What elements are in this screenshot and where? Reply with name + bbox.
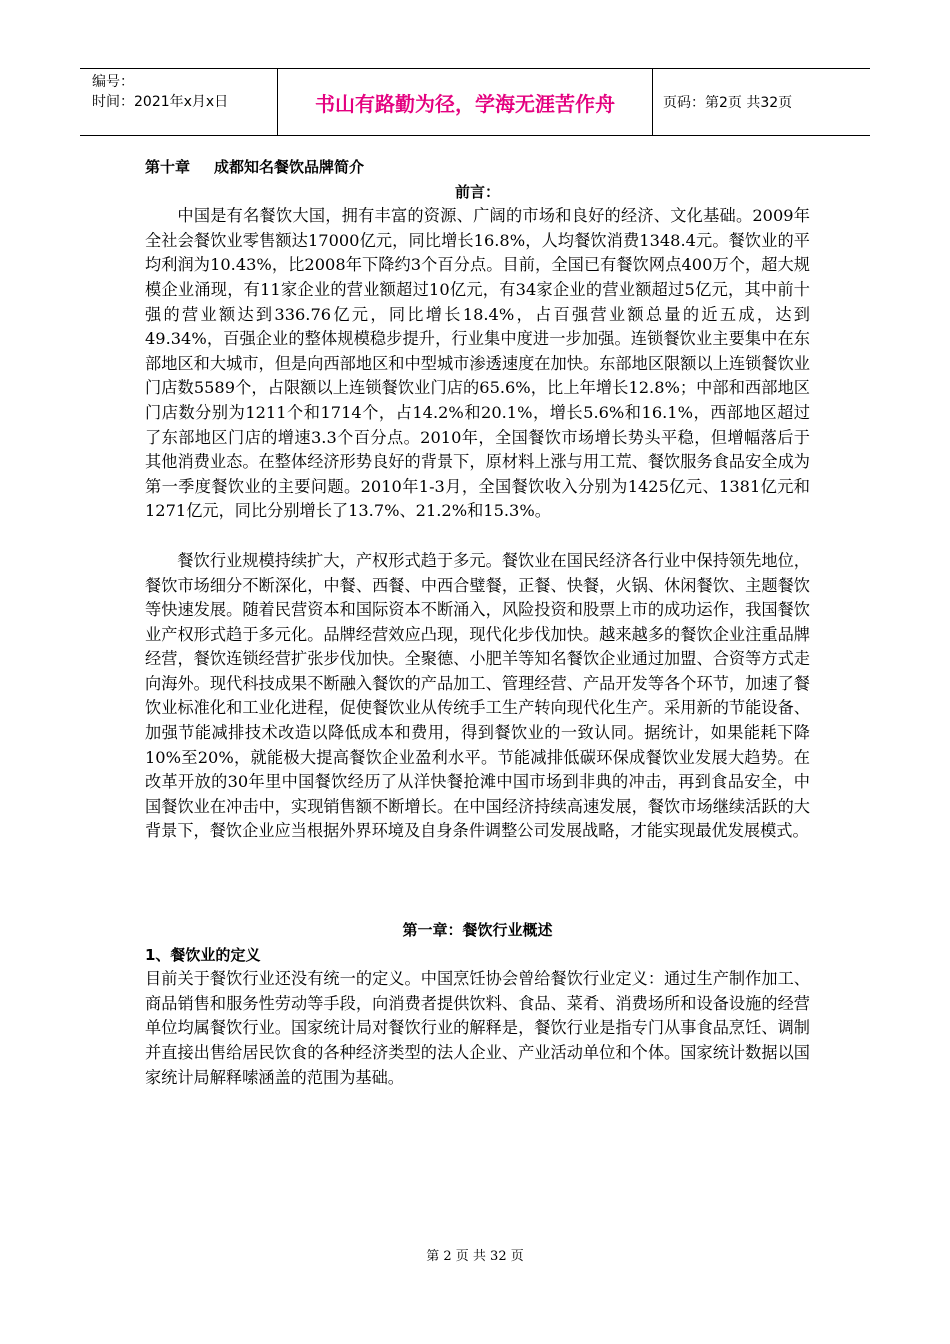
section-title: 第一章：餐饮行业概述 [402,921,553,940]
paragraph-preface-2: 餐饮行业规模持续扩大，产权形式趋于多元。餐饮业在国民经济各行业中保持领先地位，餐饮市场细分不断深化，中餐、西餐、中西合璧餐，正餐、快餐，火锅、休闲餐饮、主题餐饮等快速发展。随着民营资本和国际资本不断涌入，风险投资和股票上市的成功运作，我国餐饮业产权形式趋于多元化。品牌经营效应凸现，现代化步伐加快。越来越多的餐饮企业注重品牌经营，餐饮连锁经营扩张步伐加快。全聚德、小肥羊等知名餐饮企业通过加盟、合资等方式走向海外。现代科技成果不断融入餐饮的产品加工、管理经营、产品开发等各个环节，加速了餐饮业标准化和工业化进程，促使餐饮业从传统手工生产转向现代化生产。采用新的节能设备、加强节能减排技术改造以降低成本和费用，得到餐饮业的一致认同。据统计，如果能耗下降10%至20%，就能极大提高餐饮企业盈利水平。节能减排低碳环保成餐饮业发展大趋势。在改革开放的30年里中国餐饮经历了从洋快餐抢滩中国市场到非典的冲击，再到食品安全，中国餐饮业在冲击中，实现销售额不断增长。在中国经济持续高速发展，餐饮市场继续活跃的大背景下，餐饮企业应当根据外界环境及自身条件调整公司发展战略，才能实现最优发展模式。 [145,550,810,841]
chapter-title: 成都知名餐饮品牌简介 [214,158,365,176]
page-footer: 第 2 页 共 32 页 [426,1249,524,1264]
chapter-heading [145,155,810,180]
page-header [80,68,870,136]
header-page-label: 页码：第2页 共32页 [663,95,793,111]
paragraph-preface-1: 中国是有名餐饮大国，拥有丰富的资源、广阔的市场和良好的经济、文化基础。2009年全社会餐饮业零售额达17000亿元，同比增长16.8%，人均餐饮消费1348.4元。餐饮业的平均利润为10.43%，比2008年下降约3个百分点。目前，全国已有餐饮网点400万个，超大规模企业涌现，有11家企业的营业额超过10亿元，有34家企业的营业额超过5亿元，其中前十强的营业额达到336.76亿元，同比增长18.4%，占百强营业额总量的近五成，达到49.34%，百强企业的整体规模稳步提升，行业集中度进一步加强。连锁餐饮业主要集中在东部地区和大城市，但是向西部地区和中型城市渗透速度在加快。东部地区限额以上连锁餐饮业门店数5589个，占限额以上连锁餐饮业门店的65.6%，比上年增长12.8%；中部和西部地区门店数分别为1211个和1714个，占14.2%和20.1%，增长5.6%和16.1%，西部地区超过了东部地区门店的增速3.3个百分点。2010年，全国餐饮市场增长势头平稳，但增幅落后于其他消费业态。在整体经济形势良好的背景下，原材料上涨与用工荒、餐饮服务食品安全成为第一季度餐饮业的主要问题。2010年1-3月，全国餐饮收入分别为1425亿元、1381亿元和1271亿元，同比分别增长了13.7%、21.2%和15.3%。 [145,206,810,521]
chapter-number: 第十章 [145,158,191,176]
serial-label: 编号： [92,74,134,90]
preface-title: 前言： [454,182,500,201]
header-motto: 书山有路勤为径，学海无涯苦作舟 [278,69,653,135]
paragraph-definition: 目前关于餐饮行业还没有统一的定义。中国烹饪协会曾给餐饮行业定义：通过生产制作加工、商品销售和服务性劳动等手段，向消费者提供饮料、食品、菜肴、消费场所和设备设施的经营单位均属餐饮行业。国家统计局对餐饮行业的解释是，餐饮行业是指专门从事食品烹饪、调制并直接出售给居民饮食的各种经济类型的法人企业、产业活动单位和个体。国家统计数据以国家统计局解释嗦涵盖的范围为基础。 [145,969,810,1087]
subsection-title: 1、餐饮业的定义 [145,945,261,964]
time-label: 时间：2021年x月x日 [92,94,229,110]
header-meta [80,69,278,135]
document-body [145,155,810,1090]
